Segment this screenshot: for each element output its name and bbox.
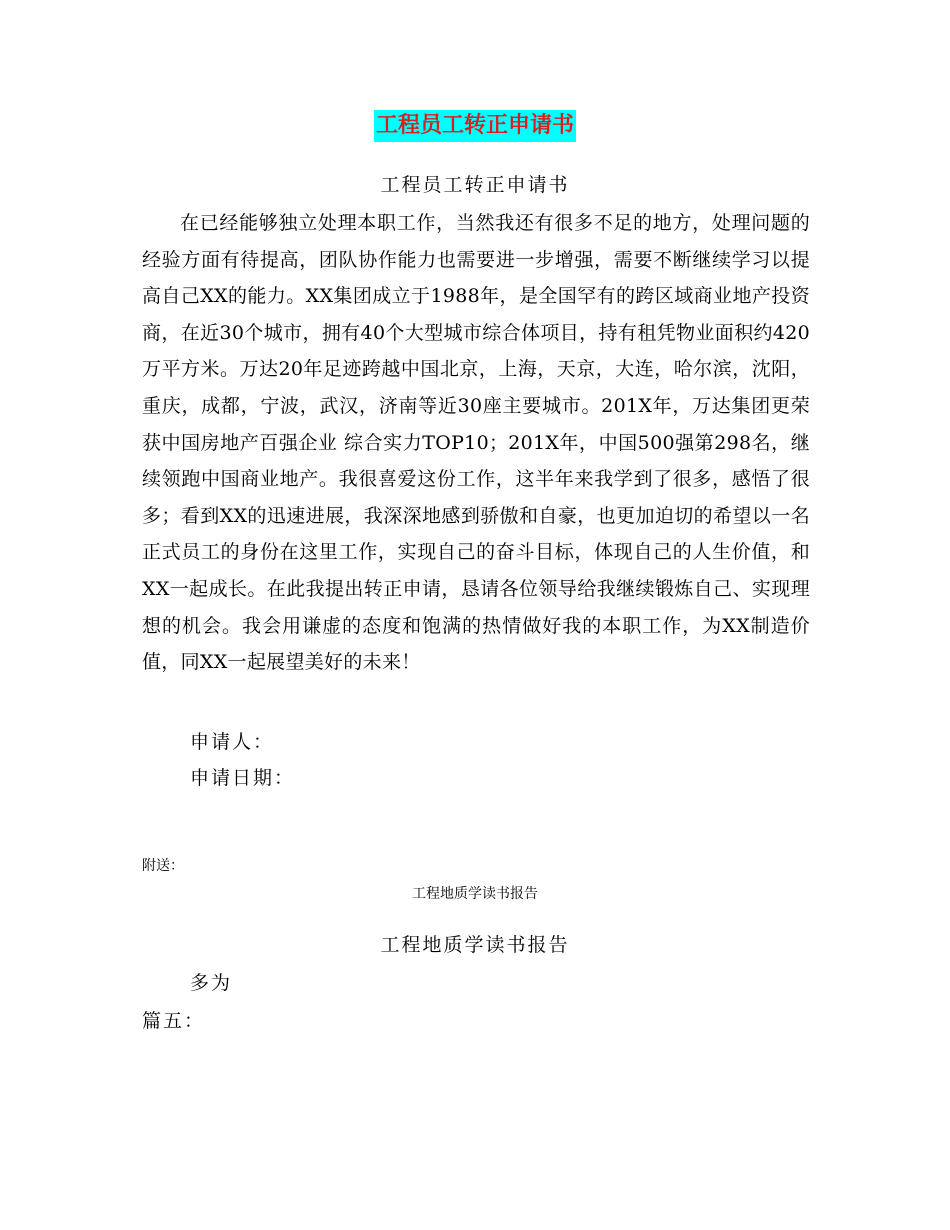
applicant-label: 申请人： [190, 731, 275, 753]
report-title: 工程地质学读书报告 [380, 934, 570, 956]
title-wrapper [0, 110, 950, 142]
attachment-small-title: 工程地质学读书报告 [412, 886, 538, 902]
section-label: 篇五： [142, 1010, 206, 1032]
sub-title: 工程员工转正申请书 [380, 174, 570, 196]
attachment-label: 附送： [142, 858, 184, 874]
report-text-line: 多为 [190, 972, 233, 994]
application-date-label: 申请日期： [190, 767, 296, 789]
main-title: 工程员工转正申请书 [374, 110, 576, 142]
body-paragraph: 在已经能够独立处理本职工作，当然我还有很多不足的地方，处理问题的经验方面有待提高，团队协作能力也需要进一步增强，需要不断继续学习以提高自己XX的能力。XX集团成立于1988年，是全国罕有的跨区域商业地产投资商，在近30个城市，拥有40个大型城市综合体项目，持有租凭物业面积约420万平方米。万达20年足迹跨越中国北京，上海，天京，大连，哈尔滨，沈阳，重庆，成都，宁波，武汉，济南等近30座主要城市。201X年，万达集团更荣获中国房地产百强企业 综合实力TOP10；201X年，中国500强第298名，继续领跑中国商业地产。我很喜爱这份工作，这半年来我学到了很多，感悟了很多；看到XX的迅速进展，我深深地感到骄傲和自豪，也更加迫切的希望以一名正式员工的身份在这里工作，实现自己的奋斗目标，体现自己的人生价值，和XX一起成长。在此我提出转正申请，恳请各位领导给我继续锻炼自己、实现理想的机会。我会用谦虚的态度和饱满的热情做好我的本职工作，为XX制造价值，同XX一起展望美好的未来！ [142, 212, 810, 674]
